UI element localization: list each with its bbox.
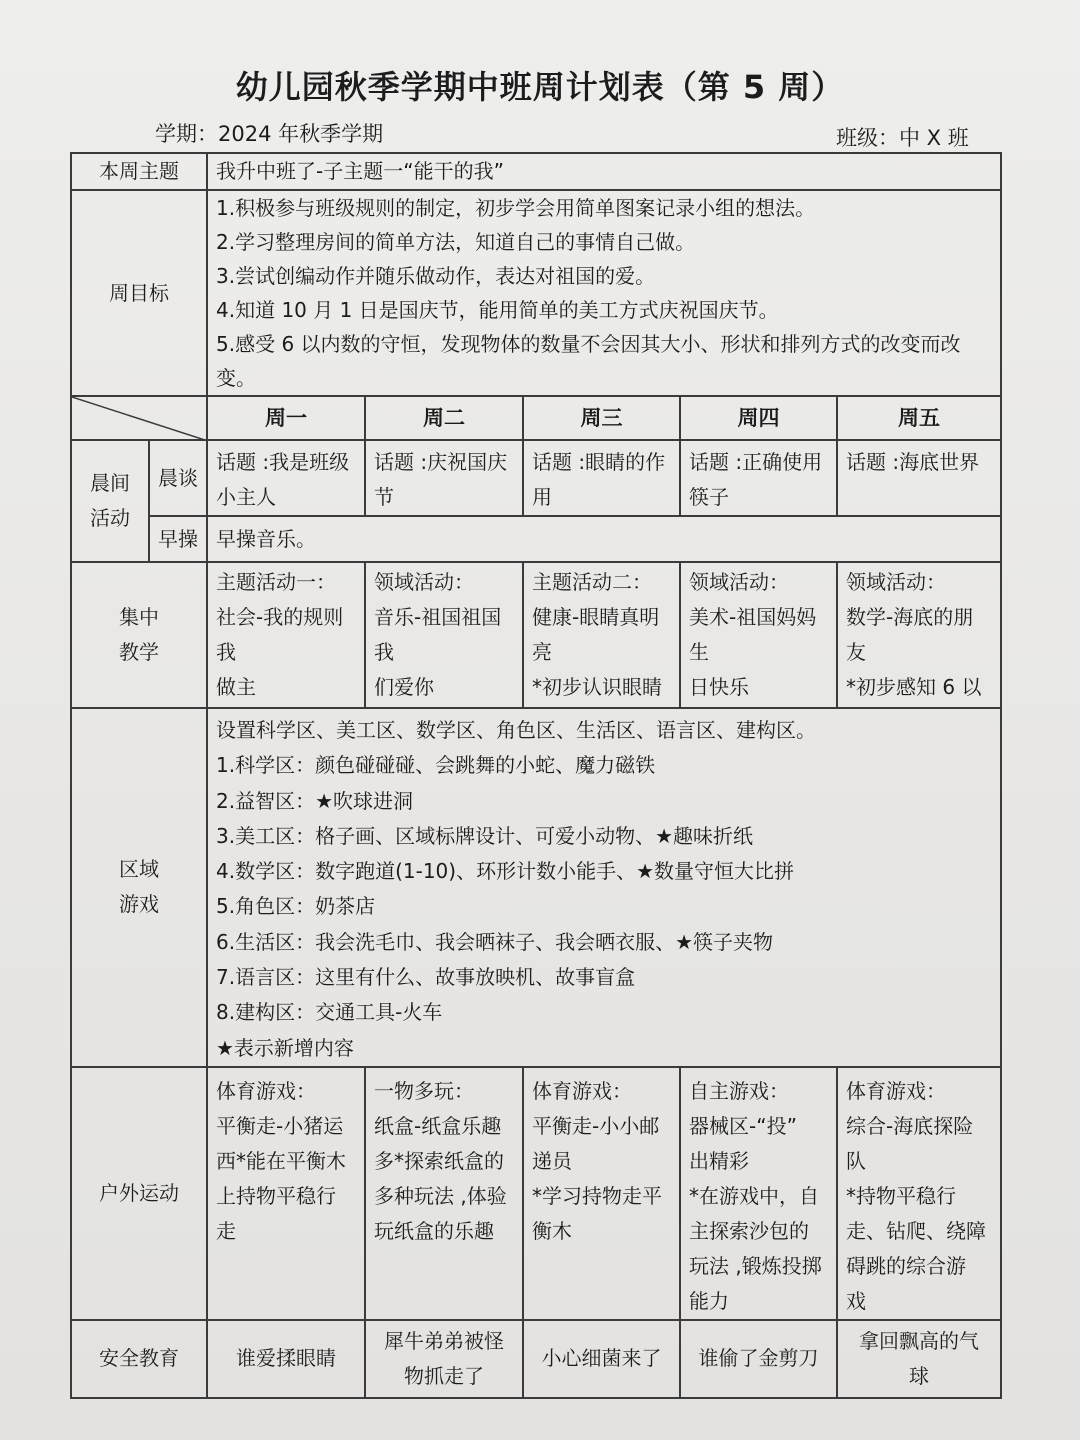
- term-label: 学期：2024 年秋季学期: [155, 122, 384, 146]
- diagonal-line: [72, 397, 207, 440]
- outdoor-cell-thu: 自主游戏： 器械区-“投” 出精彩 *在游戏中，自 主探索沙包的 玩法 ,锻炼投掷 能力: [680, 1067, 837, 1320]
- teaching-cell-mon: 主题活动一： 社会-我的规则 我 做主: [207, 562, 365, 708]
- teaching-label: 集中 教学: [71, 562, 207, 708]
- goal-item: 4.知道 10 月 1 日是国庆节，能用简单的美工方式庆祝国庆节。: [216, 298, 779, 322]
- morning-group-label: 晨间 活动: [71, 440, 149, 562]
- day-header-wed: 周三: [523, 396, 680, 440]
- theme-label: 本周主题: [71, 153, 207, 190]
- diagonal-header-cell: [71, 396, 207, 440]
- area-line: 3.美工区：格子画、区域标牌设计、可爱小动物、★趣味折纸: [216, 823, 754, 848]
- outdoor-cell-tue: 一物多玩： 纸盒-纸盒乐趣 多*探索纸盒的 多种玩法 ,体验 玩纸盒的乐趣: [365, 1067, 523, 1320]
- area-line: 5.角色区：奶茶店: [216, 894, 376, 919]
- outdoor-row: [71, 1067, 1001, 1320]
- area-games-row: [71, 708, 1001, 1067]
- goal-item: 1.积极参与班级规则的制定，初步学会用简单图案记录小组的想法。: [216, 196, 816, 220]
- day-header-thu: 周四: [680, 396, 837, 440]
- class-label: 班级：中 X 班: [836, 126, 969, 150]
- morning-exercise-row: [71, 516, 1001, 562]
- theme-value: 我升中班了-子主题一“能干的我”: [207, 153, 1001, 190]
- day-header-mon: 周一: [207, 396, 365, 440]
- talk-cell-wed: 话题 :眼睛的作 用: [523, 440, 680, 516]
- area-games-list: [207, 708, 1001, 1067]
- area-games-label: 区域 游戏: [71, 708, 207, 1067]
- goals-list: [207, 190, 1001, 396]
- goal-item: 变。: [216, 366, 256, 390]
- day-header-fri: 周五: [837, 396, 1001, 440]
- goal-item: 2.学习整理房间的简单方法，知道自己的事情自己做。: [216, 230, 696, 254]
- talk-cell-fri: 话题 :海底世界: [837, 440, 1001, 516]
- morning-talk-label: 晨谈: [149, 440, 207, 516]
- safety-label: 安全教育: [71, 1320, 207, 1398]
- area-line: 6.生活区：我会洗毛巾、我会晒袜子、我会晒衣服、★筷子夹物: [216, 929, 774, 954]
- theme-row: [71, 153, 1001, 190]
- morning-talk-row: [71, 440, 1001, 516]
- teaching-cell-fri: 领域活动： 数学-海底的朋 友 *初步感知 6 以: [837, 562, 1001, 708]
- goal-item: 5.感受 6 以内数的守恒，发现物体的数量不会因其大小、形状和排列方式的改变而改: [216, 332, 961, 356]
- area-line: 4.数学区：数字跑道(1-10)、环形计数小能手、★数量守恒大比拼: [216, 859, 795, 884]
- teaching-row: [71, 562, 1001, 708]
- safety-cell-fri: 拿回飘高的气 球: [837, 1320, 1001, 1398]
- teaching-cell-tue: 领域活动： 音乐-祖国祖国 我 们爱你: [365, 562, 523, 708]
- outdoor-cell-mon: 体育游戏： 平衡走-小猪运 西*能在平衡木 上持物平稳行 走: [207, 1067, 365, 1320]
- talk-cell-thu: 话题 :正确使用 筷子: [680, 440, 837, 516]
- talk-cell-tue: 话题 :庆祝国庆 节: [365, 440, 523, 516]
- area-line: 设置科学区、美工区、数学区、角色区、生活区、语言区、建构区。: [216, 718, 816, 742]
- goals-label: 周目标: [71, 190, 207, 396]
- plan-table-wrapper: [70, 152, 1000, 1388]
- safety-cell-tue: 犀牛弟弟被怪 物抓走了: [365, 1320, 523, 1398]
- area-line: 8.建构区：交通工具-火车: [216, 1000, 443, 1025]
- day-header-row: [71, 396, 1001, 440]
- safety-cell-wed: 小心细菌来了: [523, 1320, 680, 1398]
- exercise-value: 早操音乐。: [207, 516, 1001, 562]
- page-title: 幼儿园秋季学期中班周计划表（第 5 周）: [235, 68, 845, 106]
- weekly-plan-table: [70, 152, 1002, 1399]
- safety-row: [71, 1320, 1001, 1398]
- talk-cell-mon: 话题 :我是班级 小主人: [207, 440, 365, 516]
- teaching-cell-thu: 领域活动： 美术-祖国妈妈 生 日快乐: [680, 562, 837, 708]
- goal-item: 3.尝试创编动作并随乐做动作，表达对祖国的爱。: [216, 264, 656, 288]
- outdoor-cell-fri: 体育游戏： 综合-海底探险 队 *持物平稳行 走、钻爬、绕障 碍跳的综合游 戏: [837, 1067, 1001, 1320]
- area-line: 7.语言区：这里有什么、故事放映机、故事盲盒: [216, 965, 636, 990]
- safety-cell-thu: 谁偷了金剪刀: [680, 1320, 837, 1398]
- day-header-tue: 周二: [365, 396, 523, 440]
- area-line: ★表示新增内容: [216, 1035, 354, 1060]
- teaching-cell-wed: 主题活动二： 健康-眼睛真明 亮 *初步认识眼睛: [523, 562, 680, 708]
- outdoor-label: 户外运动: [71, 1067, 207, 1320]
- outdoor-cell-wed: 体育游戏： 平衡走-小小邮 递员 *学习持物走平 衡木: [523, 1067, 680, 1320]
- area-line: 2.益智区：★吹球进洞: [216, 788, 414, 813]
- area-line: 1.科学区：颜色碰碰碰、会跳舞的小蛇、魔力磁铁: [216, 753, 656, 778]
- goals-row: [71, 190, 1001, 396]
- exercise-label: 早操: [149, 516, 207, 562]
- safety-cell-mon: 谁爱揉眼睛: [207, 1320, 365, 1398]
